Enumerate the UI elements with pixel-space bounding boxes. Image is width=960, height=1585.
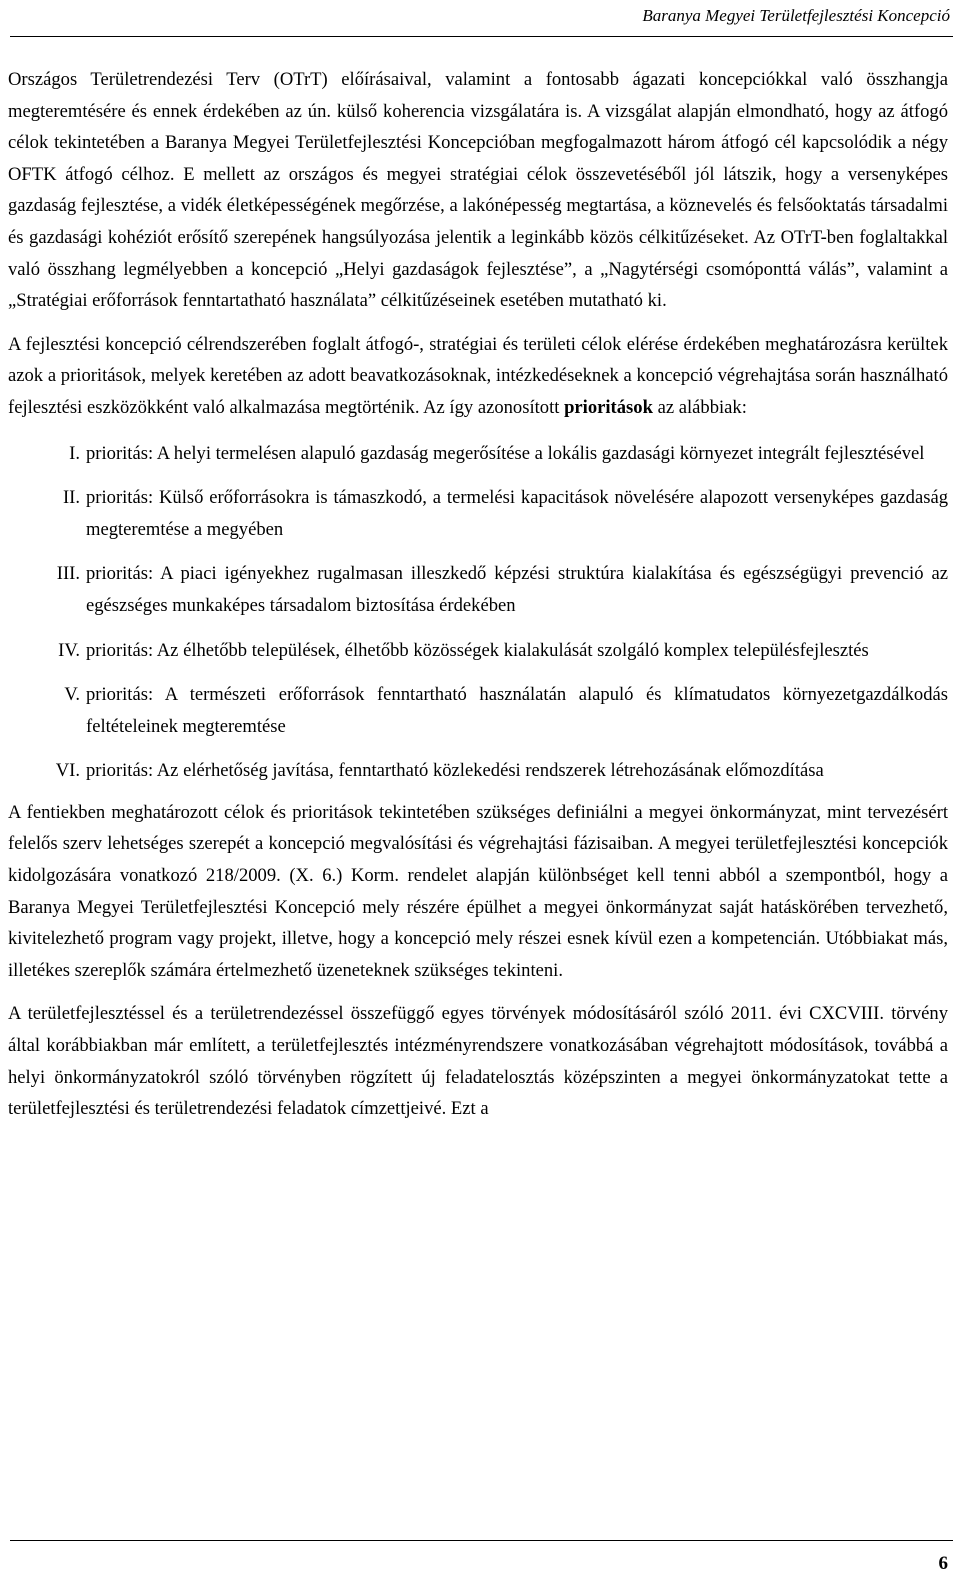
page-number: 6 <box>938 1553 948 1574</box>
priority-text: prioritás: Az élhetőbb települések, élhetőbb közösségek kialakulását szolgáló komplex településfejlesztés <box>86 639 869 661</box>
priority-item <box>8 755 948 787</box>
priority-item <box>8 482 948 545</box>
running-header: Baranya Megyei Területfejlesztési Koncepció <box>642 6 950 25</box>
priorities-emphasis: prioritások <box>564 396 653 418</box>
priority-text: prioritás: Külső erőforrásokra is támaszkodó, a termelési kapacitások növelésére alapozott versenyképes gazdaság megteremtése a megyében <box>86 487 948 540</box>
paragraph-priorities-intro-text: A fejlesztési koncepció célrendszerében foglalt átfogó-, stratégiai és területi célok elérése érdekében meghatározásra kerültek azok a prioritások, melyek keretében az adott beavatkozásoknak, intézkedéseknek a koncepció végrehajtása során használható fejlesztési eszközökként való alkalmazása megtörténik. Az így azonosított <box>8 333 948 418</box>
priority-text: prioritás: A természeti erőforrások fenntartható használatán alapuló és klímatudatos környezetgazdálkodás feltételeinek megteremtése <box>86 684 948 737</box>
priority-number: II. <box>62 487 80 509</box>
paragraph-county-role: A fentiekben meghatározott célok és prioritások tekintetében szükséges definiálni a megyei önkormányzat, mint tervezésért felelős szerv lehetséges szerepét a koncepció megvalósítási és végrehajtási fázisaiban. A megyei területfejlesztési koncepciók kidolgozására vonatkozó 218/2009. (X. 6.) Korm. rendelet alapján különbséget kell tenni abból a szempontból, hogy a Baranya Megyei Területfejlesztési Koncepció mely részére épülhet a megyei önkormányzat saját hatáskörében tervezhető, kivitelezhető program vagy projekt, illetve, hogy a koncepció mely részei esnek kívül ezen a kompetencián. Utóbbiakat más, illetékes szereplők számára értelmezhető üzeneteknek szükséges tekinteni. <box>8 801 948 981</box>
priority-item <box>8 438 948 470</box>
priority-number: V. <box>64 684 80 706</box>
priority-number: III. <box>56 563 80 585</box>
priority-item <box>8 679 948 742</box>
paragraph-legislation: A területfejlesztéssel és a területrendezéssel összefüggő egyes törvények módosításáról szóló 2011. évi CXCVIII. törvény által korábbiakban már említett, a területfejlesztés intézményrendszere vonatkozásában végrehajtott módosítások, továbbá a helyi önkormányzatokról szóló törvényben rögzített új feladatelosztás középszinten a megyei önkormányzatokat tette a területfejlesztési és területrendezési feladatok címzettjeivé. Ezt a <box>8 1003 948 1120</box>
priority-item <box>8 635 948 667</box>
header-divider <box>10 36 953 37</box>
priority-list <box>8 438 948 787</box>
priority-text: prioritás: A piaci igényekhez rugalmasan illeszkedő képzési struktúra kialakítása és egészségügyi prevenció az egészséges munkaképes társadalom biztosítása érdekében <box>86 563 948 616</box>
paragraph-priorities-intro <box>8 329 948 424</box>
priority-number: I. <box>69 442 80 464</box>
priority-number: VI. <box>55 760 80 782</box>
paragraph-priorities-intro-end: az alábbiak: <box>652 396 747 418</box>
priority-number: IV. <box>58 639 80 661</box>
priority-text: prioritás: Az elérhetőség javítása, fenntartható közlekedési rendszerek létrehozásának előmozdítása <box>86 760 824 782</box>
paragraph-coherence: Országos Területrendezési Terv (OTrT) előírásaival, valamint a fontosabb ágazati koncepciókkal való összhangja megteremtésére és ennek érdekében az ún. külső koherencia vizsgálatára is. A vizsgálat alapján elmondható, hogy az átfogó célok tekintetében a Baranya Megyei Területfejlesztési Koncepcióban megfogalmazott három átfogó cél kapcsolódik a négy OFTK átfogó célhoz. E mellett az országos és megyei stratégiai célok összevetéséből jól látszik, hogy a versenyképes gazdaság fejlesztése, a vidék életképességének megőrzése, a lakónépesség megtartása, a köznevelés és felsőoktatás társadalmi és gazdasági kohéziót erősítő szerepének hangsúlyozása jelentik a leginkább közös célkitűzéseket. Az OTrT-ben foglaltakkal való összhang legmélyebben a koncepció „Helyi gazdaságok fejlesztése”, a „Nagytérségi csomóponttá válás”, valamint a „Stratégiai erőforrások fenntartatható használata” célkitűzéseinek esetében mutatható ki. <box>8 69 948 312</box>
priority-item <box>8 558 948 621</box>
priority-text: prioritás: A helyi termelésen alapuló gazdaság megerősítése a lokális gazdasági környezet integrált fejlesztésével <box>86 442 925 464</box>
footer-divider <box>10 1540 953 1541</box>
document-body <box>8 64 948 1125</box>
